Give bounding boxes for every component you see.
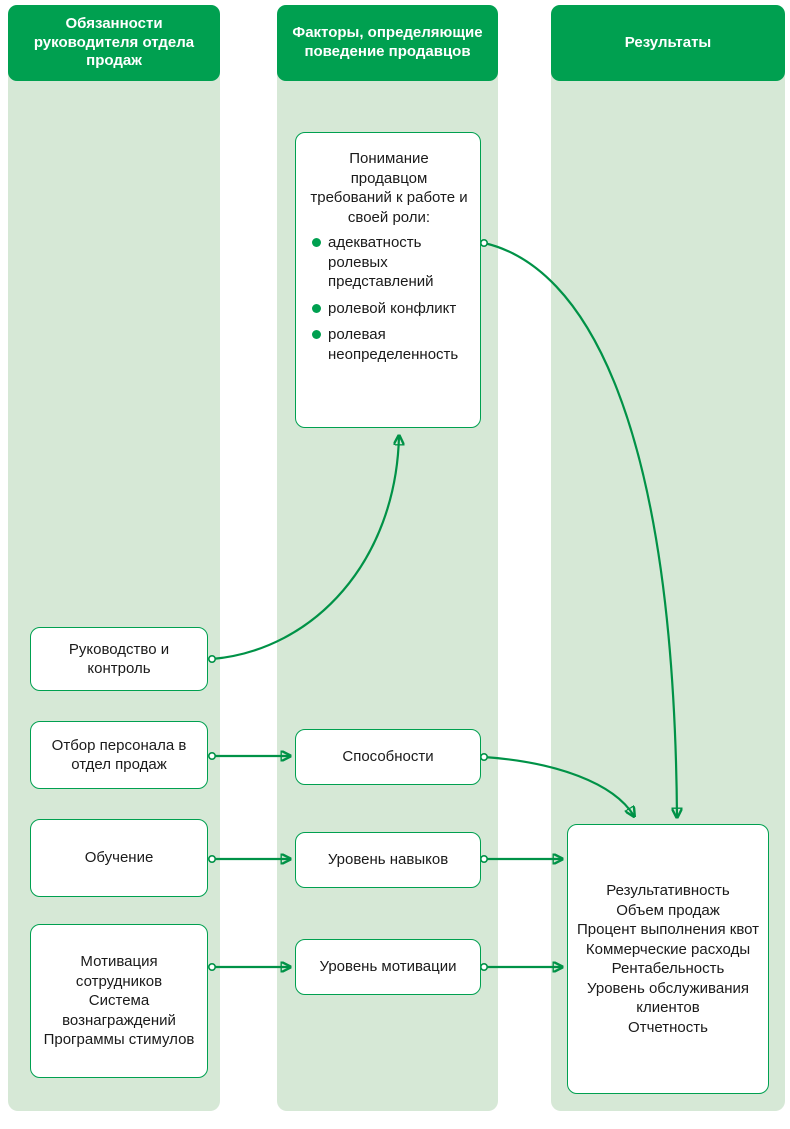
- box-motivation-programs: [30, 924, 208, 1078]
- list-item: [310, 299, 468, 319]
- list-item: [310, 325, 468, 364]
- box-line: Программы стимулов: [43, 1031, 195, 1049]
- bullet-list: [310, 233, 468, 371]
- box-title: Понимание продавцом требований к работе и своей роли:: [310, 150, 468, 226]
- box-label: Руководство и контроль: [68, 640, 170, 677]
- bullet-icon: [312, 330, 321, 339]
- box-label: Способности: [342, 748, 434, 766]
- bullet-icon: [312, 304, 321, 313]
- box-line: Процент выполнения квот: [576, 921, 759, 938]
- column-header-manager-duties: Обязанности руководителя отдела продаж: [8, 5, 220, 81]
- box-line: Отчетность: [628, 1018, 708, 1036]
- box-role-understanding: [295, 132, 481, 428]
- box-line: Рентабельность: [611, 960, 725, 977]
- box-leadership-control: [30, 627, 208, 691]
- box-personnel-selection: [30, 721, 208, 789]
- box-motivation-level: [295, 939, 481, 995]
- box-label: Уровень мотивации: [319, 958, 457, 976]
- column-header-results: Результаты: [551, 5, 785, 81]
- list-item: [310, 233, 468, 292]
- box-line: Уровень обслуживания клиентов: [587, 979, 749, 1016]
- bullet-icon: [312, 238, 321, 247]
- box-abilities: [295, 729, 481, 785]
- column-header-behavior-factors: Факторы, определяющие поведение продавцов: [277, 5, 498, 81]
- bullet-text: адекватность ролевых представлений: [328, 234, 434, 290]
- box-label: Обучение: [84, 849, 154, 867]
- bullet-text: ролевой конфликт: [328, 299, 457, 317]
- bullet-text: ролевая неопределенность: [328, 326, 459, 363]
- box-line: Результативность: [606, 882, 730, 899]
- box-label: Отбор персонала в отдел продаж: [51, 736, 187, 773]
- box-line: Коммерческие расходы: [585, 940, 751, 958]
- box-line: Система вознаграждений: [62, 992, 176, 1029]
- box-line: Мотивация сотрудников: [75, 953, 163, 990]
- box-line: Объем продаж: [616, 901, 720, 919]
- box-results: [567, 824, 769, 1094]
- box-skill-level: [295, 832, 481, 888]
- box-training: [30, 819, 208, 897]
- box-label: Уровень навыков: [327, 851, 449, 869]
